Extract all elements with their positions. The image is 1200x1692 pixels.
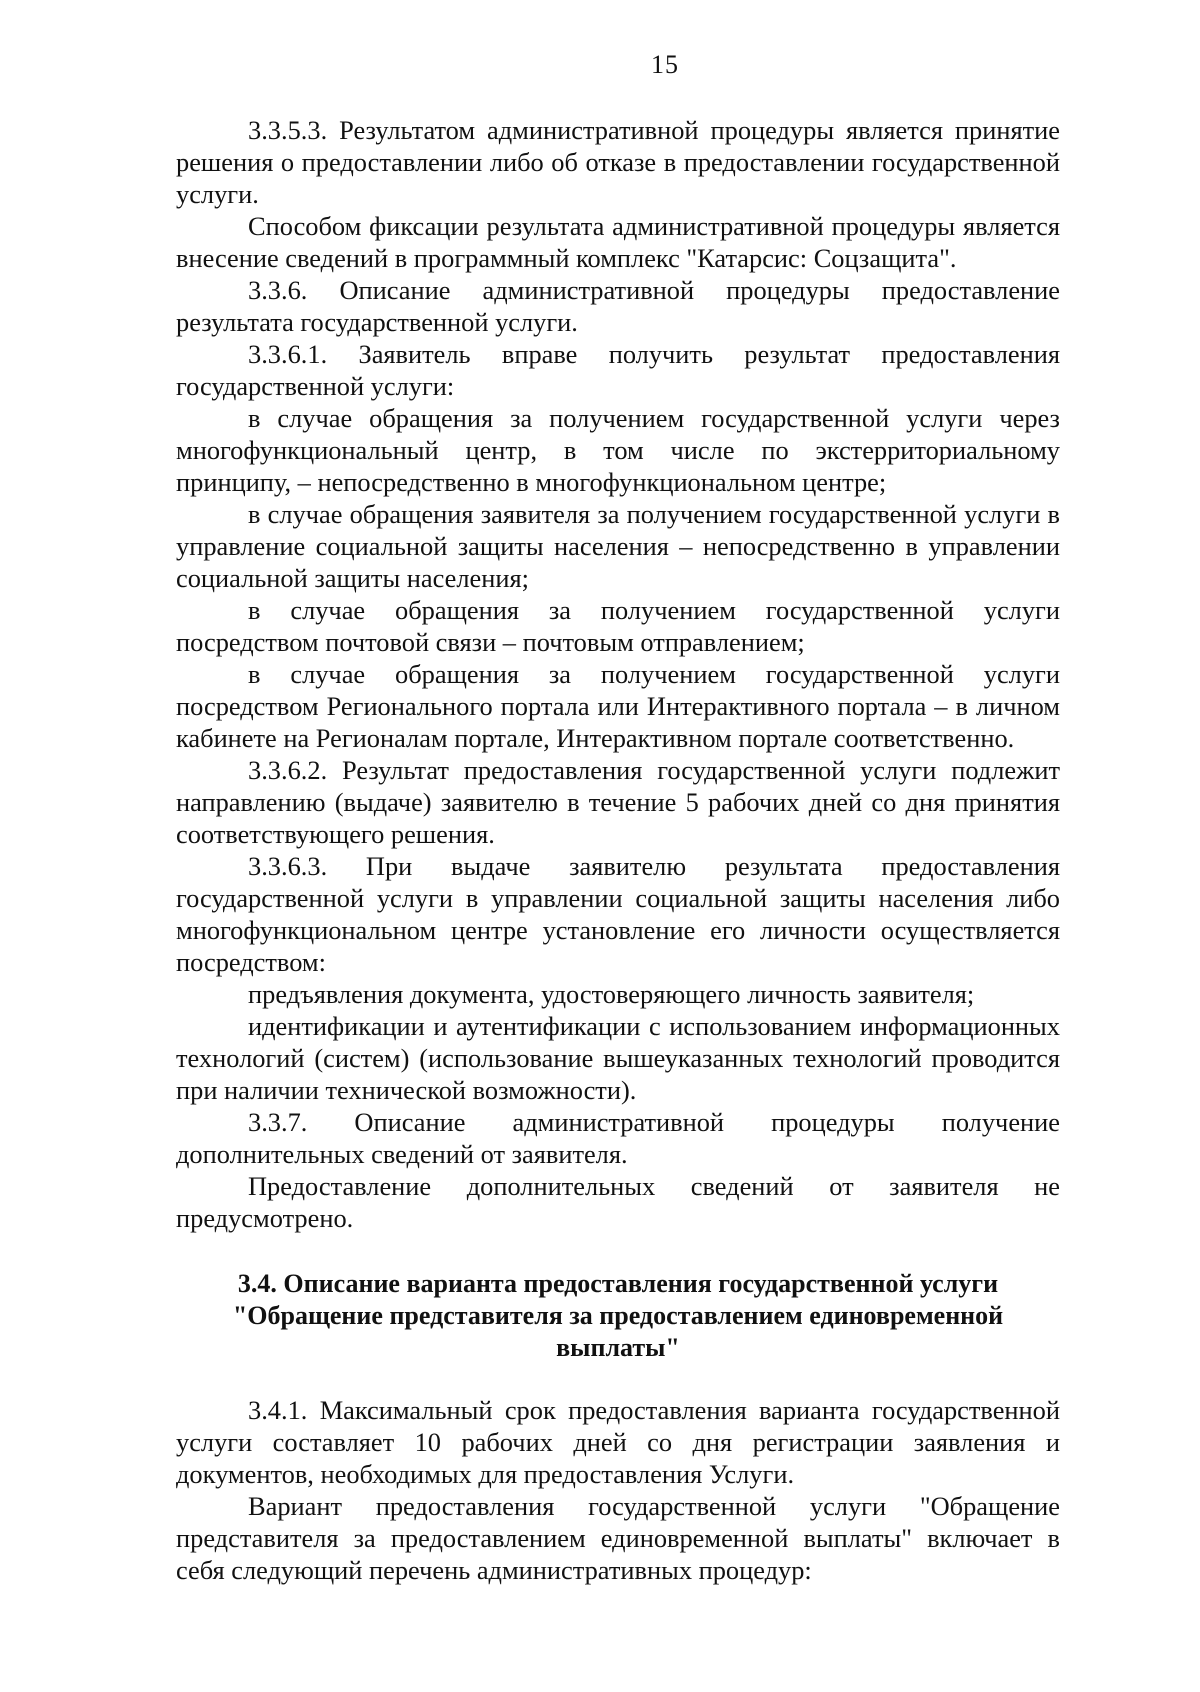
paragraph: 3.3.6.3. При выдаче заявителю результата предоставления государственной услуги в управлении социальной защиты населения либо многофункциональном центре установление его личности осуществляется посредством: xyxy=(176,851,1060,977)
paragraph: 3.4.1. Максимальный срок предоставления варианта государственной услуги составляет 10 рабочих дней со дня регистрации заявления и документов, необходимых для предоставления Услуги. xyxy=(176,1395,1060,1489)
paragraph: Предоставление дополнительных сведений от заявителя не предусмотрено. xyxy=(176,1171,1060,1233)
paragraph: идентификации и аутентификации с использованием информационных технологий (систем) (использование вышеуказанных технологий проводится при наличии технической возможности). xyxy=(176,1011,1060,1105)
paragraph: Вариант предоставления государственной услуги "Обращение представителя за предоставлением единовременной выплаты" включает в себя следующий перечень административных процедур: xyxy=(176,1491,1060,1585)
paragraph: Способом фиксации результата административной процедуры является внесение сведений в программный комплекс "Катарсис: Соцзащита". xyxy=(176,211,1060,273)
paragraph: 3.3.6.2. Результат предоставления государственной услуги подлежит направлению (выдаче) заявителю в течение 5 рабочих дней со дня принятия соответствующего решения. xyxy=(176,755,1060,849)
document-body xyxy=(176,114,1060,1586)
page-number: 15 xyxy=(651,50,679,79)
paragraph: в случае обращения за получением государственной услуги посредством почтовой связи – почтовым отправлением; xyxy=(176,595,1060,657)
paragraph: в случае обращения за получением государственной услуги посредством Регионального портала или Интерактивного портала – в личном кабинете на Регионалам портале, Интерактивном портале соответственно. xyxy=(176,659,1060,753)
paragraph: 3.3.5.3. Результатом административной процедуры является принятие решения о предоставлении либо об отказе в предоставлении государственной услуги. xyxy=(176,115,1060,209)
paragraph: 3.3.6.1. Заявитель вправе получить результат предоставления государственной услуги: xyxy=(176,339,1060,401)
paragraph: предъявления документа, удостоверяющего личность заявителя; xyxy=(248,979,975,1009)
paragraph: в случае обращения заявителя за получением государственной услуги в управление социальной защиты населения – непосредственно в управлении социальной защиты населения; xyxy=(176,499,1060,593)
paragraph: 3.3.7. Описание административной процедуры получение дополнительных сведений от заявителя. xyxy=(176,1107,1060,1169)
paragraph: 3.3.6. Описание административной процедуры предоставление результата государственной услуги. xyxy=(176,275,1060,337)
section-heading: 3.4. Описание варианта предоставления государственной услуги "Обращение представителя за предоставлением единовременной выплаты" xyxy=(232,1269,1004,1362)
paragraph: в случае обращения за получением государственной услуги через многофункциональный центр, в том числе по экстерриториальному принципу, – непосредственно в многофункциональном центре; xyxy=(176,403,1060,497)
